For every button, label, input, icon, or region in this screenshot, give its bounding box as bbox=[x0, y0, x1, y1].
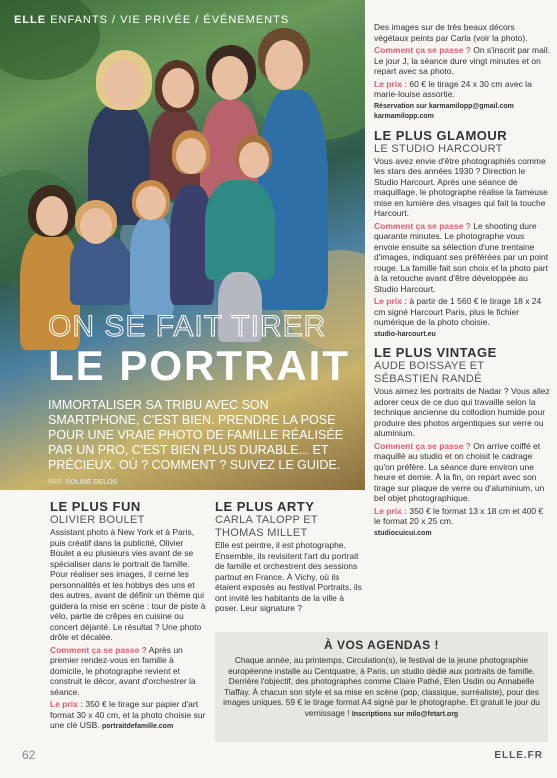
glamour-subtitle: LE STUDIO HARCOURT bbox=[374, 142, 503, 155]
fun-intro: Assistant photo à New York et à Paris, puis créatif dans la publicité, Olivier Boulet a eu plusieurs vies avant de se spécialiser dans le portrait de famille. Pour réaliser ses images, il cerne les personnalités et les hobbys des uns et des autres, avant de définir un thème qui guidera la mise en scène : tour de piste à vélo, partie de crêpes en cuisine ou concert déjanté. Le résultat ? Une photo drôle et décalée. bbox=[50, 527, 206, 642]
how-text: On s'inscrit par mail. Le jour J, la séance dure vingt minutes et on repart avec sa photo. bbox=[374, 45, 550, 76]
vintage-title: LE PLUS VINTAGE bbox=[374, 345, 497, 360]
vintage-how bbox=[374, 441, 550, 504]
fun-price bbox=[50, 699, 208, 733]
price-label: Le prix : bbox=[374, 296, 408, 306]
price-label: Le prix : bbox=[374, 78, 408, 89]
how-label: Comment ça se passe ? bbox=[374, 45, 471, 55]
vintage-intro: Vous aimez les portraits de Nadar ? Vous allez adorer ceux de ce duo qui travaille selon la technique ancienne du collodion humide pour produire des photos argentiques sur verre ou aluminium. bbox=[374, 386, 550, 438]
agenda-signup-link[interactable]: Inscriptions sur milo@fetart.org bbox=[351, 710, 459, 718]
agenda-box bbox=[215, 632, 548, 742]
how-label: Comment ça se passe ? bbox=[50, 644, 147, 655]
section-header bbox=[14, 14, 289, 26]
price-text: à partir de 1 560 € le tirage 18 x 24 cm signé Harcourt Paris, plus le fichier numérique de la photo choisie. bbox=[374, 296, 542, 327]
arty-column bbox=[215, 500, 365, 616]
agenda-title: À VOS AGENDAS ! bbox=[323, 638, 440, 652]
byline-prefix: PAR bbox=[48, 479, 62, 486]
reservation-link[interactable]: Réservation sur karmamilopp@gmail.com karmamilopp.com bbox=[374, 102, 514, 120]
brand-label: ELLE bbox=[14, 14, 47, 26]
headline-title: LE PORTRAIT bbox=[48, 342, 350, 389]
price-text: 350 € le format 13 x 18 cm et 400 € le format 20 x 25 cm. bbox=[374, 505, 544, 526]
vintage-price bbox=[374, 506, 550, 527]
how-text: On arrive coiffé et maquillé au studio et on choisit le cadrage qu'on préfère. La séance dure environ une heure et demie. À la fin, on repart avec son tirage sur plaque de verre ou d'aluminium, un bel objet photographique. bbox=[374, 440, 545, 503]
glamour-site-link[interactable]: studio-harcourt.eu bbox=[374, 330, 436, 338]
fun-column bbox=[50, 500, 208, 735]
section-label: ENFANTS / VIE PRIVÉE / ÉVÉNEMENTS bbox=[50, 14, 290, 26]
glamour-intro: Vous avez envie d'être photographiés comme les stars des années 1930 ? Direction le Studio Harcourt. Après une séance de maquillage, le photographe réalise la fameuse mise en lumière des visages qui fait la touche Harcourt. bbox=[374, 155, 548, 218]
how-text: Après un premier rendez-vous en famille à domicile, le photographe revient et construit le décor, avant d'orchestrer la séance. bbox=[50, 644, 196, 697]
glamour-how bbox=[374, 221, 550, 295]
glamour-title: LE PLUS GLAMOUR bbox=[374, 127, 508, 143]
carla-how bbox=[374, 45, 550, 77]
fun-how bbox=[50, 645, 208, 698]
fun-title: LE PLUS FUN bbox=[50, 499, 141, 514]
vintage-site-link[interactable]: studiocuicui.com bbox=[374, 529, 432, 537]
arty-intro: Elle est peintre, il est photographe. Ensemble, ils revisitent l'art du portrait de famille et orchestrent des sessions partout en France. À Vichy, où ils étaient exposés au festival Portraits, ils ont invité les habitants de la ville à poser. Leur signature ? bbox=[215, 540, 362, 613]
agenda-text bbox=[215, 652, 548, 723]
page-number: 62 bbox=[22, 748, 36, 762]
fun-site-link[interactable]: portraitdefamille.com bbox=[102, 723, 174, 730]
arty-title: LE PLUS ARTY bbox=[215, 499, 315, 514]
lead-paragraph bbox=[48, 398, 348, 490]
price-text: 350 € le tirage sur papier d'art format 30 x 40 cm, et la photo choisie sur une clé USB. bbox=[50, 699, 206, 730]
arty-subtitle: CARLA TALOPP ET THOMAS MILLET bbox=[215, 514, 318, 539]
how-text: Le shooting dure quarante minutes. Le photographe vous envoie ensuite sa sélection d'une trentaine d'images, indiquant ses préférées par un point rouge. La famille fait son choix et la photo part à la retouche avant d'être développée au Studio Harcourt. bbox=[374, 220, 549, 294]
right-column bbox=[374, 22, 550, 541]
agenda-body: Chaque année, au printemps, Circulation(s), le festival de la jeune photographie européenne installe au Centquatre, à Paris, un studio dédié aux portraits de famille. Derrière l'objectif, des photographes comme Claire Pathé, Elen Usdin ou Annabelle Tiaffay. À chacun son style et sa mise en scène (pop, classique, surréaliste), pour des images uniques. 59 € le tirage format A4 signé par le photographe. Et gratuit le jour du vernissage ! bbox=[223, 655, 540, 718]
price-label: Le prix : bbox=[374, 505, 408, 516]
footer-brand: ELLE.FR bbox=[494, 750, 543, 761]
byline-author: SOLINE DELOS bbox=[65, 479, 118, 486]
price-text: 60 € le tirage 24 x 30 cm avec la marie-louise assortie. bbox=[374, 78, 532, 99]
how-label: Comment ça se passe ? bbox=[374, 440, 471, 451]
glamour-price bbox=[374, 296, 550, 328]
lead-text: IMMORTALISER SA TRIBU AVEC SON SMARTPHONE, C'EST BIEN. PRENDRE LA POSE POUR UNE VRAIE PHOTO DE FAMILLE RÉALISÉE PAR UN PRO, C'EST BIEN PLUS DURABLE... ET PRÉCIEUX. OÙ ? COMMENT ? SUIVEZ LE GUIDE. bbox=[48, 398, 343, 472]
vintage-subtitle: AUDE BOISSAYE ET SÉBASTIEN RANDÉ bbox=[374, 360, 485, 385]
family-photo bbox=[0, 0, 365, 490]
price-label: Le prix : bbox=[50, 699, 84, 709]
fun-subtitle: OLIVIER BOULET bbox=[50, 514, 145, 526]
carla-price bbox=[374, 79, 550, 100]
how-label: Comment ça se passe ? bbox=[374, 220, 471, 231]
headline-small: ON SE FAIT TIRER bbox=[48, 310, 327, 343]
carla-intro: Des images sur de très beaux décors végétaux peints par Carla (voir la photo). bbox=[374, 22, 528, 43]
